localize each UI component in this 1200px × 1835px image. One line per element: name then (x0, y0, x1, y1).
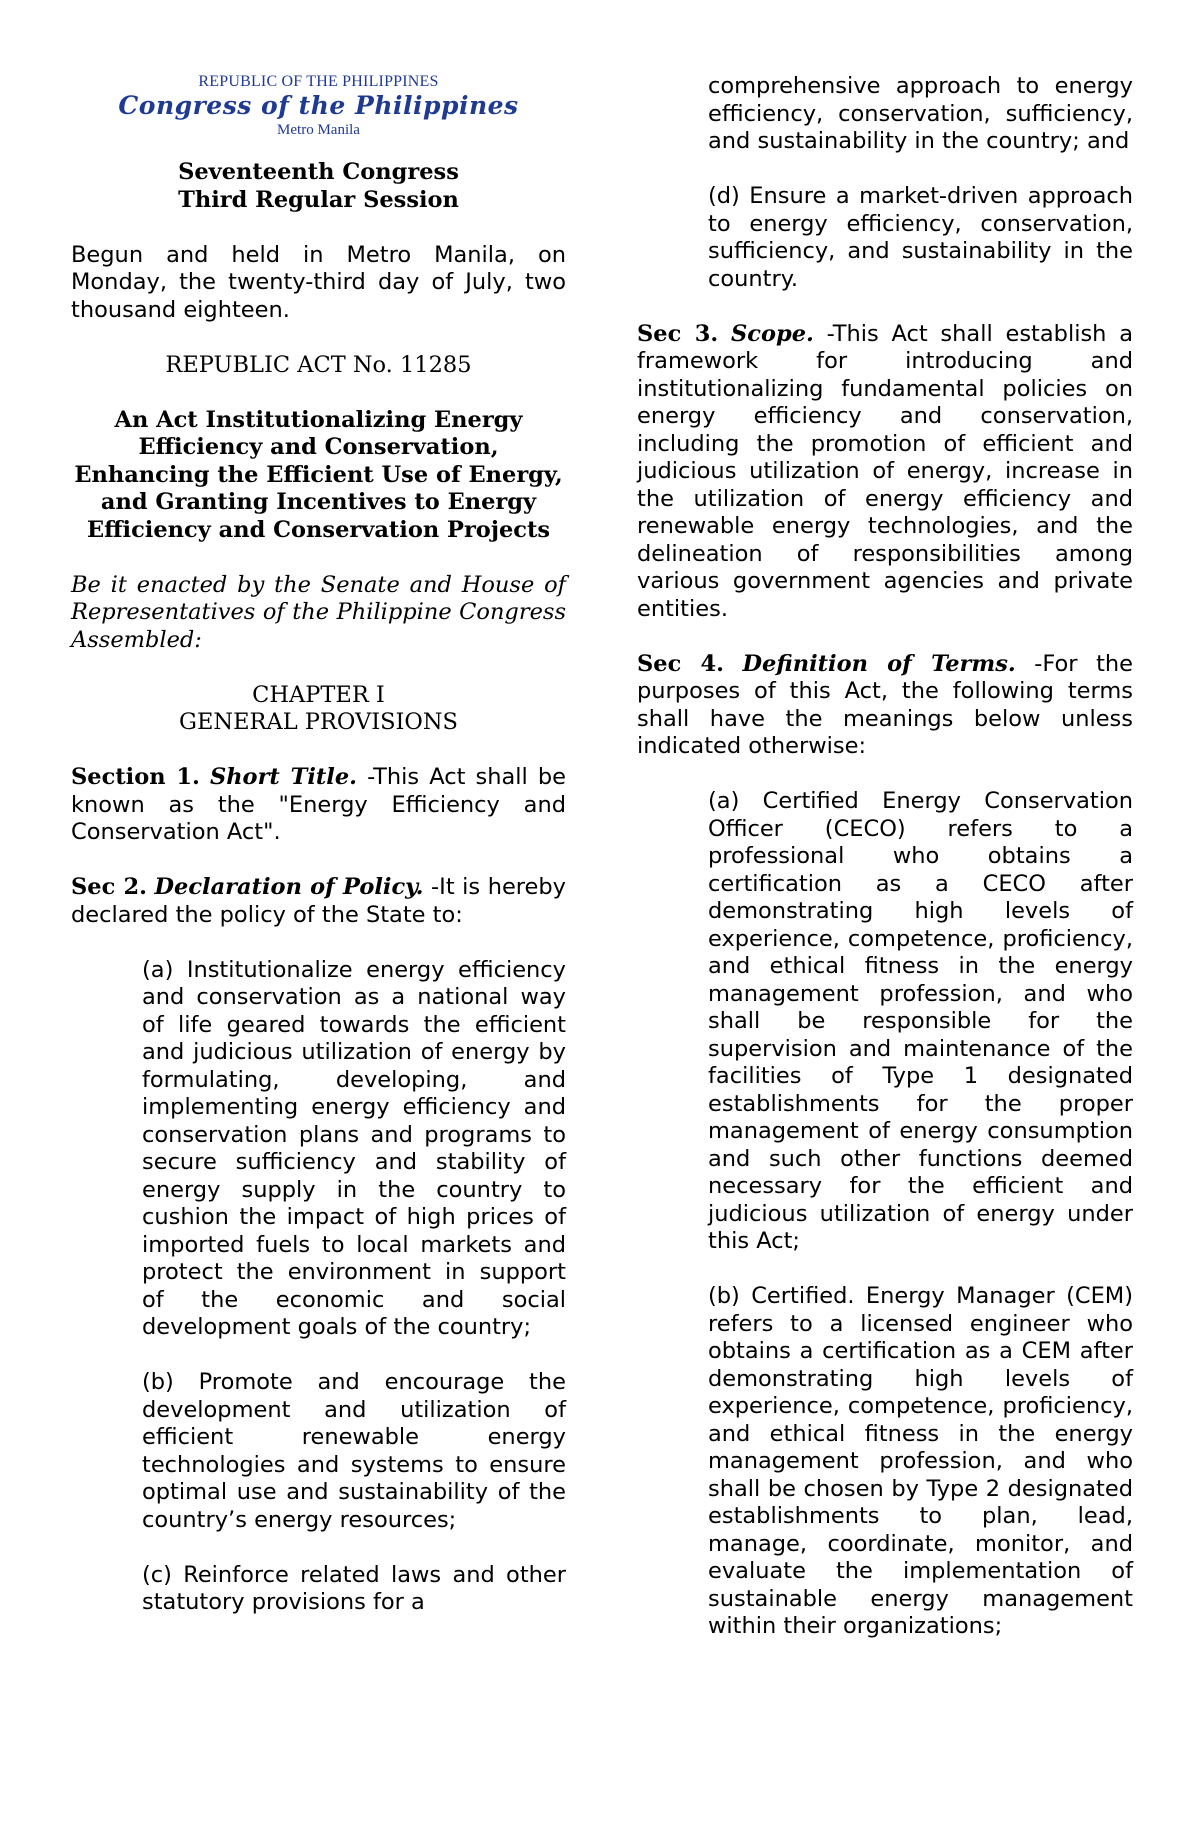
section-2-text: -It is hereby declared the policy of the State to: (71, 874, 567, 928)
section-2-title: Declaration of Policy. (154, 874, 424, 900)
section-2-item-d: (d) Ensure a market-driven approach to energy efficiency, conservation, sufficiency, and sustainability in the country. (708, 183, 1133, 292)
section-1-title: Short Title. (209, 764, 357, 790)
masthead-congress-logo-text: Congress of the Philippines (118, 91, 519, 120)
section-4-title: Definition of Terms. (742, 650, 1016, 677)
congress-name: Seventeenth Congress (178, 159, 459, 185)
section-2-item-b: (b) Promote and encourage the development and utilization of efficient renewable energy technologies and systems to ensure optimal use and sustainability of the country’s energy resources; (142, 1369, 566, 1533)
section-3-label: Sec 3. (637, 320, 719, 347)
begun-paragraph: Begun and held in Metro Manila, on Monday, the twenty-third day of July, two thousand eighteen. (71, 241, 566, 323)
section-2-item-c-start: (c) Reinforce related laws and other statutory provisions for a (142, 1561, 566, 1615)
session-heading (71, 159, 566, 214)
section-1-label: Section 1. (71, 764, 200, 790)
section-3-text: -This Act shall establish a framework for introducing and institutionalizing fundamental policies on energy efficiency and conservation, including the promotion of efficient and judicious utilization of energy, increase in the utilization of energy efficiency and renewable energy technologies, and the delineation of responsibilities among various government agencies and private entities. (637, 320, 1134, 622)
masthead-republic: REPUBLIC OF THE PHILIPPINES (198, 73, 439, 90)
enacting-clause: Be it enacted by the Senate and House of Representatives of the Philippine Congress Assembled: (71, 571, 566, 653)
act-number: REPUBLIC ACT No. 11285 (165, 351, 472, 378)
chapter-heading (71, 682, 566, 737)
section-2-item-c-end: comprehensive approach to energy efficiency, conservation, sufficiency, and sustainability in the country; and (708, 73, 1133, 154)
masthead (71, 73, 566, 139)
section-2-label: Sec 2. (71, 874, 147, 900)
chapter-number: CHAPTER I (252, 681, 385, 708)
right-column (637, 73, 1133, 1641)
section-3 (637, 321, 1133, 624)
section-1-text: -This Act shall be known as the "Energy Efficiency and Conservation Act". (71, 764, 566, 845)
section-2-item-a: (a) Institutionalize energy efficiency and conservation as a national way of life geared towards the efficient and judicious utilization of energy by formulating, developing, and implementing energy efficiency and conservation plans and programs to secure sufficiency and stability of energy supply in the country to cushion the impact of high prices of imported fuels to local markets and protect the environment in support of the economic and social development goals of the country; (142, 956, 566, 1340)
section-3-title: Scope. (731, 320, 814, 347)
section-4-label: Sec 4. (637, 650, 724, 677)
left-column (71, 73, 566, 1617)
regular-session: Third Regular Session (178, 186, 459, 213)
section-4-item-b: (b) Certified. Energy Manager (CEM) refers to a licensed engineer who obtains a certification as a CEM after demonstrating high levels of experience, competence, proficiency, and ethical fitness in the energy management profession, and who shall be chosen by Type 2 designated establishments to plan, lead, manage, coordinate, monitor, and evaluate the implementation of sustainable energy management within their organizations; (708, 1283, 1133, 1639)
section-1 (71, 764, 566, 847)
section-4-item-a: (a) Certified Energy Conservation Officer (CECO) refers to a professional who obtains a certification as a CECO after demonstrating high levels of experience, competence, proficiency, and ethical fitness in the energy management profession, and who shall be responsible for the supervision and maintenance of the facilities of Type 1 designated establishments for the proper management of energy consumption and such other functions deemed necessary for the efficient and judicious utilization of energy under this Act; (708, 788, 1133, 1254)
section-2 (71, 874, 566, 929)
masthead-location: Metro Manila (277, 122, 360, 138)
act-title: An Act Institutionalizing Energy Efficiency and Conservation, Enhancing the Efficient Use of Energy, and Granting Incentives to Energy Efficiency and Conservation Projects (74, 406, 563, 543)
section-4-text: -For the purposes of this Act, the following terms shall have the meanings below unless indicated otherwise: (637, 650, 1133, 759)
chapter-title: GENERAL PROVISIONS (179, 709, 458, 735)
section-4 (637, 651, 1133, 761)
